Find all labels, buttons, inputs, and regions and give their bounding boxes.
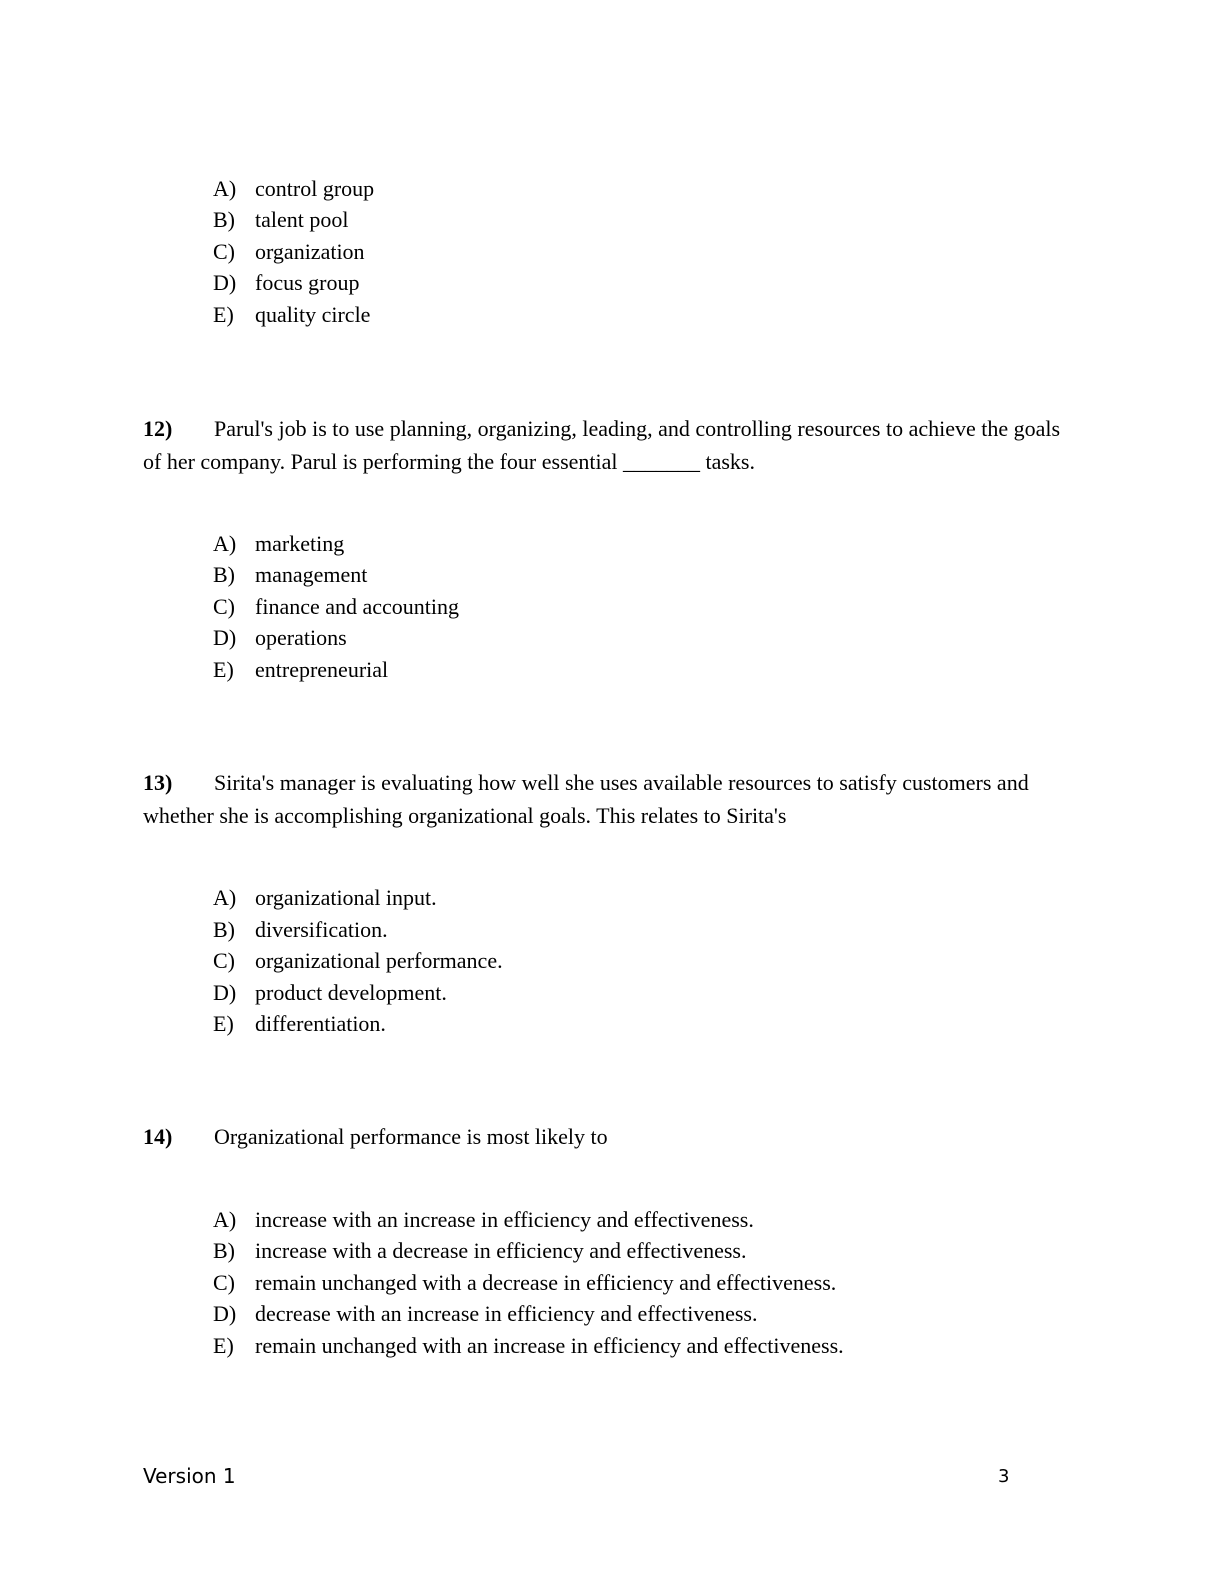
question-12-number: 12) [143, 416, 173, 441]
option-12-e: E) entrepreneurial [213, 657, 389, 682]
option-11-a: A) control group [213, 176, 375, 201]
option-12-b: B) management [213, 562, 368, 587]
question-14-text: Organizational performance is most likely to [214, 1124, 608, 1149]
option-14-d: D) decrease with an increase in efficiency and effectiveness. [213, 1301, 758, 1326]
option-14-a: A) increase with an increase in efficiency and effectiveness. [213, 1207, 754, 1232]
option-13-e: E) differentiation. [213, 1011, 386, 1036]
option-13-c: C) organizational performance. [213, 948, 503, 973]
option-14-b: B) increase with a decrease in efficiency and effectiveness. [213, 1238, 747, 1263]
option-12-a: A) marketing [213, 531, 345, 556]
option-11-e: E) quality circle [213, 302, 371, 327]
option-11-c: C) organization [213, 239, 365, 264]
footer-version: Version 1 [143, 1464, 236, 1488]
option-11-b: B) talent pool [213, 207, 349, 232]
footer-page-number: 3 [998, 1466, 1010, 1487]
option-13-a: A) organizational input. [213, 885, 437, 910]
option-12-d: D) operations [213, 625, 347, 650]
option-14-c: C) remain unchanged with a decrease in efficiency and effectiveness. [213, 1270, 837, 1295]
option-14-e: E) remain unchanged with an increase in efficiency and effectiveness. [213, 1333, 844, 1358]
question-12-text: Parul's job is to use planning, organizing, leading, and controlling resources to achieve the goals of her company. Parul is performing the four essential _______ tasks. [143, 416, 1061, 474]
question-14-number: 14) [143, 1124, 173, 1149]
option-11-d: D) focus group [213, 270, 360, 295]
option-13-b: B) diversification. [213, 917, 388, 942]
option-13-d: D) product development. [213, 980, 447, 1005]
question-13-text: Sirita's manager is evaluating how well she uses available resources to satisfy customers and whether she is accomplishing organizational goals. This relates to Sirita's [143, 770, 1029, 828]
question-13-number: 13) [143, 770, 173, 795]
option-12-c: C) finance and accounting [213, 594, 460, 619]
